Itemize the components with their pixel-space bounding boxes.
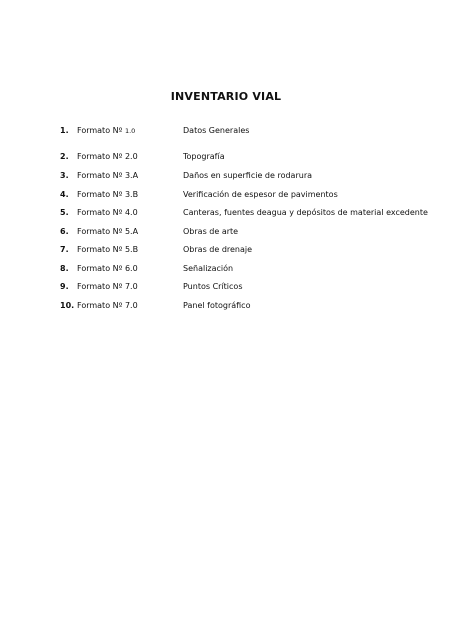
- format-prefix: Formato Nº: [77, 208, 123, 217]
- item-format: [77, 207, 138, 219]
- item-number: 6.: [60, 227, 69, 236]
- item-format: [77, 125, 135, 137]
- item-description: Obras de arte: [183, 227, 239, 236]
- item-number: 8.: [60, 264, 69, 273]
- list-item: [0, 226, 452, 238]
- item-description: Daños en superficie de rodarura: [183, 171, 313, 180]
- item-format: [77, 263, 138, 275]
- item-description: Obras de drenaje: [183, 245, 253, 254]
- item-format: [77, 244, 138, 256]
- format-code: 5.B: [124, 245, 139, 254]
- format-prefix: Formato Nº: [77, 171, 123, 180]
- item-format: [77, 189, 138, 201]
- item-description: Señalización: [183, 264, 234, 273]
- item-format: [77, 226, 138, 238]
- format-code: 7.0: [124, 282, 138, 291]
- item-number: 4.: [60, 190, 69, 199]
- item-number: 1.: [60, 126, 69, 135]
- list-item: [0, 244, 452, 256]
- format-code: 3.A: [124, 171, 139, 180]
- format-code: 4.0: [124, 208, 138, 217]
- item-number: 5.: [60, 208, 69, 217]
- item-number: 10.: [60, 301, 75, 310]
- item-description: Canteras, fuentes deagua y depósitos de material excedente: [183, 208, 428, 217]
- item-description: Verificación de espesor de pavimentos: [183, 190, 338, 199]
- list-item: [0, 189, 452, 201]
- item-description: Topografía: [183, 152, 225, 161]
- item-number: 7.: [60, 245, 69, 254]
- item-format: [77, 170, 138, 182]
- item-description: Puntos Críticos: [183, 282, 243, 291]
- format-prefix: Formato Nº: [77, 126, 123, 135]
- format-prefix: Formato Nº: [77, 282, 123, 291]
- format-prefix: Formato Nº: [77, 301, 123, 310]
- list-item: [0, 170, 452, 182]
- format-code: 7.0: [124, 301, 138, 310]
- item-description: Datos Generales: [183, 126, 250, 135]
- item-format: [77, 281, 138, 293]
- format-prefix: Formato Nº: [77, 152, 123, 161]
- format-code: 5.A: [124, 227, 139, 236]
- format-code: 3.B: [124, 190, 139, 199]
- format-prefix: Formato Nº: [77, 190, 123, 199]
- format-prefix: Formato Nº: [77, 264, 123, 273]
- item-number: 2.: [60, 152, 69, 161]
- list-item: [0, 281, 452, 293]
- list-item: [0, 125, 452, 137]
- list-item: [0, 300, 452, 312]
- item-number: 9.: [60, 282, 69, 291]
- format-code: 6.0: [124, 264, 138, 273]
- list-item: [0, 263, 452, 275]
- item-number: 3.: [60, 171, 69, 180]
- list-item: [0, 207, 452, 219]
- item-description: Panel fotográfico: [183, 301, 251, 310]
- format-code: 1.0: [124, 127, 136, 135]
- page-title: INVENTARIO VIAL: [170, 90, 282, 103]
- format-code: 2.0: [124, 152, 138, 161]
- item-format: [77, 300, 138, 312]
- list-item: [0, 151, 452, 163]
- item-format: [77, 151, 138, 163]
- format-prefix: Formato Nº: [77, 227, 123, 236]
- format-prefix: Formato Nº: [77, 245, 123, 254]
